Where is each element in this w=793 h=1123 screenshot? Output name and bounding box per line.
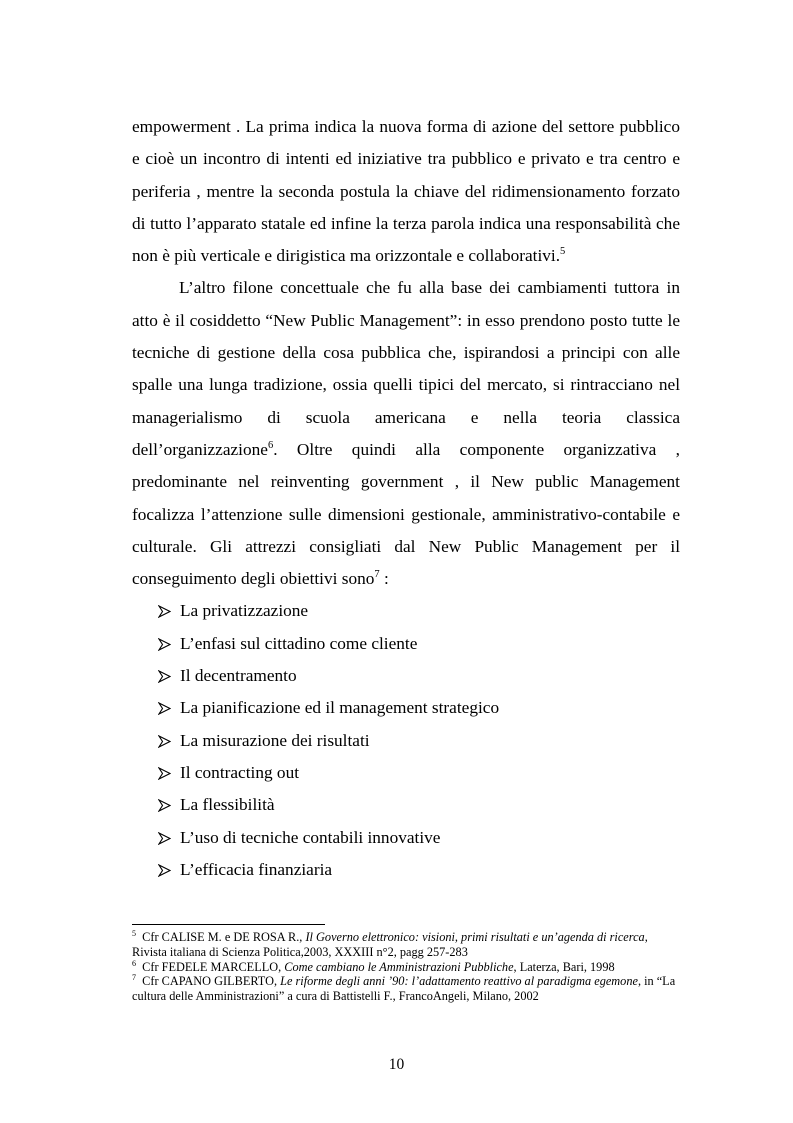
footnote-title: Il Governo elettronico: visioni, primi risultati e un’agenda di ricerca <box>305 930 645 944</box>
footnote-ref-5[interactable]: 5 <box>560 246 566 258</box>
footnote-text: , in “La cultura delle Amministrazioni” a cura di Battistelli F., FrancoAngeli, Milano, 2002 <box>132 974 676 1004</box>
footnote-6 <box>132 960 682 975</box>
bullet-text: La misurazione dei risultati <box>180 730 370 750</box>
footnote-ref-6[interactable]: 6 <box>267 440 274 452</box>
footnote-7 <box>132 974 682 1004</box>
tools-bullet-list <box>132 595 680 886</box>
list-item <box>158 854 680 886</box>
list-item <box>158 692 680 724</box>
footnote-title: Le riforme degli anni ’90: l’adattamento reattivo al paradigma egemone <box>280 974 638 989</box>
footnote-separator <box>132 924 325 925</box>
bullet-text: Il decentramento <box>180 666 297 686</box>
list-item <box>158 628 680 660</box>
footnote-text: , Rivista italiana di Scienza Politica,2003, XXXIII n°2, pagg 257-283 <box>132 930 648 959</box>
arrowhead-bullet-icon <box>158 799 171 812</box>
arrowhead-bullet-icon <box>158 832 171 845</box>
paragraph-2 <box>132 272 680 595</box>
footnote-number: 5 <box>132 928 136 938</box>
footnote-text: Cfr FEDELE MARCELLO, <box>142 959 285 974</box>
list-item <box>158 660 680 692</box>
list-item <box>158 757 680 789</box>
footnotes <box>132 930 682 1004</box>
arrowhead-bullet-icon <box>158 702 171 715</box>
arrowhead-bullet-icon <box>158 605 171 618</box>
footnote-text: Cfr CALISE M. e DE ROSA R., <box>142 930 306 944</box>
paragraph-2-text-c: : <box>379 569 389 589</box>
footnote-number: 7 <box>132 973 136 983</box>
arrowhead-bullet-icon <box>158 638 171 651</box>
list-item <box>158 595 680 627</box>
bullet-text: L’uso di tecniche contabili innovative <box>180 827 441 847</box>
footnote-5 <box>132 930 682 960</box>
paragraph-2-text-b: . Oltre quindi alla componente organizzativa , predominante nel reinventing government , il New public Management focalizza l’attenzione sulle dimensioni gestionale, amministrativo-contabile e culturale. Gli attrezzi consigliati dal New Public Management per il conseguimento degli obiettivi sono <box>132 439 680 589</box>
bullet-text: La privatizzazione <box>180 601 309 621</box>
footnote-ref-7[interactable]: 7 <box>374 569 380 581</box>
list-item <box>158 822 680 854</box>
footnote-title: Come cambiano le Amministrazioni Pubbliche <box>284 959 514 974</box>
list-item <box>158 789 680 821</box>
body-text <box>132 111 680 886</box>
arrowhead-bullet-icon <box>158 735 171 748</box>
bullet-text: L’enfasi sul cittadino come cliente <box>180 633 418 653</box>
paragraph-1 <box>132 111 680 272</box>
page-number: 10 <box>388 1056 405 1073</box>
bullet-text: La flessibilità <box>180 795 275 815</box>
arrowhead-bullet-icon <box>158 864 171 877</box>
footnote-text: , Laterza, Bari, 1998 <box>513 959 615 974</box>
list-item <box>158 725 680 757</box>
bullet-text: L’efficacia finanziaria <box>180 859 333 879</box>
bullet-text: La pianificazione ed il management strategico <box>180 698 500 718</box>
paragraph-1-text: empowerment . La prima indica la nuova forma di azione del settore pubblico e cioè un incontro di intenti ed iniziative tra pubblico e privato e tra centro e periferia , mentre la seconda postula la chiave del ridimensionamento forzato di tutto l’apparato statale ed infine la terza parola indica una responsabilità che non è più verticale e dirigistica ma orizzontale e collaborativi. <box>132 117 680 266</box>
arrowhead-bullet-icon <box>158 670 171 683</box>
footnote-number: 6 <box>132 958 136 968</box>
paragraph-2-text-a: L’altro filone concettuale che fu alla base dei cambiamenti tuttora in atto è il cosiddetto “New Public Management”: in esso prendono posto tutte le tecniche di gestione della cosa pubblica che, ispirandosi a principi con alle spalle una lunga tradizione, ossia quelli tipici del mercato, si rintracciano nel managerialismo di scuola americana e nella teoria classica dell’organizzazione <box>132 278 680 459</box>
bullet-text: Il contracting out <box>180 762 300 782</box>
footnote-text: Cfr CAPANO GILBERTO, <box>142 974 281 989</box>
arrowhead-bullet-icon <box>158 767 171 780</box>
